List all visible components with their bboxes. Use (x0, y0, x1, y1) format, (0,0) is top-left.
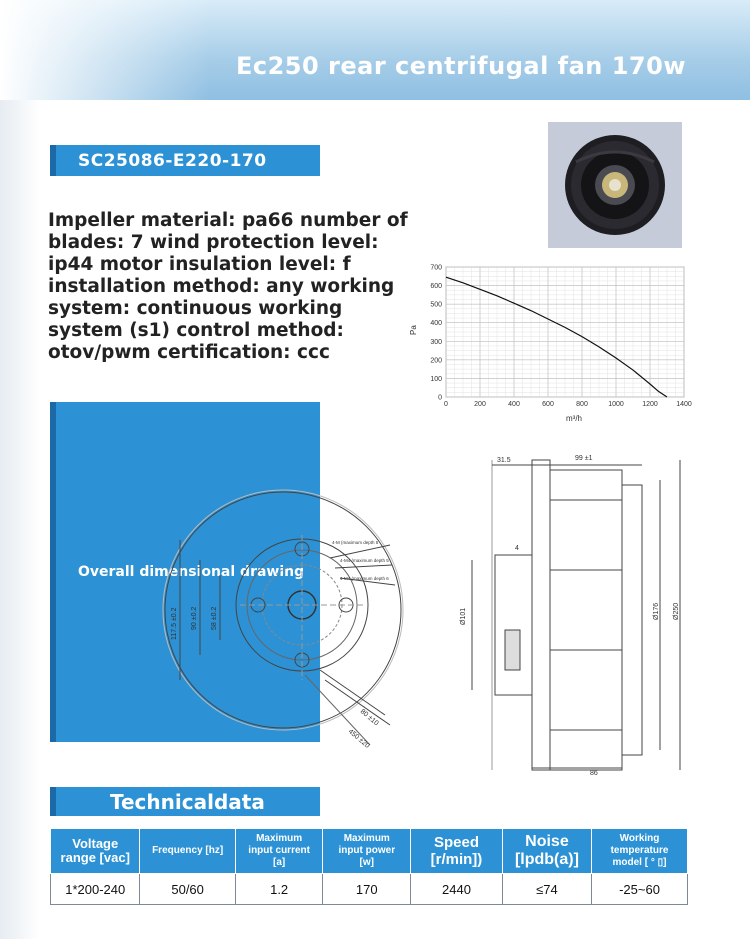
note-2: 4-M4 (maximum depth 5 (340, 558, 389, 563)
y-tick-label: 300 (430, 338, 442, 346)
x-tick-label: 1400 (676, 401, 692, 408)
dim-80: 80 ±10 (358, 708, 380, 728)
header-speed: Speed [r/min]) (411, 829, 503, 874)
dim-58: 58 ±0.2 (211, 606, 218, 630)
note-1: 4-M (maximum depth 5 (332, 540, 379, 545)
header-frequency: Frequency [hz] (140, 829, 235, 874)
dim-250: Ø250 (673, 602, 680, 620)
header-power: Maximum input power [w] (323, 829, 411, 874)
dim-450: 450 ±20 (346, 728, 371, 750)
x-tick-label: 400 (508, 401, 520, 408)
cell-noise: ≤74 (502, 874, 591, 905)
drawing-section-label: Overall dimensional drawing (78, 564, 305, 580)
y-tick-label: 400 (430, 320, 442, 328)
model-code-tag (50, 145, 320, 176)
header-temperature: Working temperature model [ ° ▯] (592, 829, 688, 874)
header-voltage: Voltage range [vac] (51, 829, 140, 874)
x-axis-label: m³/h (566, 414, 582, 423)
page-title: Ec250 rear centrifugal fan 170w (235, 52, 686, 80)
spec-table (50, 828, 688, 905)
tech-section-label: Technicaldata (110, 789, 265, 814)
header-banner (0, 0, 750, 100)
x-tick-label: 800 (576, 401, 588, 408)
pressure-flow-chart (406, 255, 692, 425)
y-tick-label: 600 (430, 283, 442, 291)
left-shade (0, 100, 40, 939)
dim-90: 90 ±0.2 (191, 606, 198, 630)
cell-power: 170 (323, 874, 411, 905)
y-tick-label: 200 (430, 357, 442, 365)
spec-row (51, 874, 688, 905)
y-tick-label: 0 (438, 394, 442, 402)
y-tick-label: 700 (430, 264, 442, 272)
tech-section-tag (50, 787, 320, 816)
dim-117-5: 117.5 ±0.2 (171, 607, 178, 640)
spec-header-row (51, 829, 688, 874)
y-tick-label: 500 (430, 301, 442, 309)
x-tick-label: 0 (444, 401, 448, 408)
cell-speed: 2440 (411, 874, 503, 905)
dim-86: 86 (590, 770, 598, 777)
dim-176: Ø176 (653, 602, 660, 620)
dim-4: 4 (515, 545, 519, 552)
dim-31-5: 31.5 (497, 457, 511, 464)
dim-99: 99 ±1 (575, 455, 593, 462)
side-housing (550, 470, 622, 770)
y-tick-label: 100 (430, 375, 442, 383)
note-3: 4-M4 (maximum depth 6 (340, 576, 389, 581)
x-tick-label: 600 (542, 401, 554, 408)
x-tick-label: 200 (474, 401, 486, 408)
header-noise: Noise [lpdb(a)] (502, 829, 591, 874)
fan-image (548, 122, 682, 248)
header-current: Maximum input current [a] (235, 829, 323, 874)
fan-photo (548, 122, 682, 248)
spec-description: Impeller material: pa66 number of blades: 7 wind protection level: ip44 motor insulation level: f installation method: any working system: continuous working system (s1) control method: otov/pwm certification: ccc (48, 210, 408, 363)
x-tick-label: 1200 (642, 401, 658, 408)
cell-temperature: -25~60 (592, 874, 688, 905)
y-axis-label: Pa (409, 325, 418, 335)
cell-frequency: 50/60 (140, 874, 235, 905)
dimensional-drawing (120, 440, 700, 780)
model-code: SC25086-E220-170 (78, 150, 267, 171)
cell-current: 1.2 (235, 874, 323, 905)
dim-101: Ø101 (460, 607, 467, 625)
cell-voltage: 1*200-240 (51, 874, 140, 905)
x-tick-label: 1000 (608, 401, 624, 408)
